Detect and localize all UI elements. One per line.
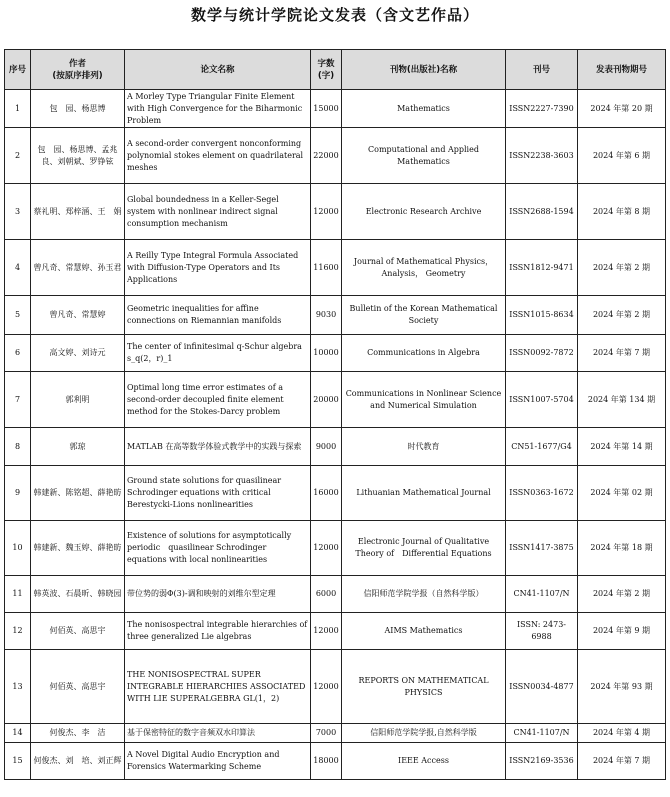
row-words: 10000: [311, 335, 342, 372]
row-words: 7000: [311, 724, 342, 743]
row-journal: 信阳师范学院学报,自然科学版: [342, 724, 506, 743]
header-journal: 刊物(出版社)名称: [342, 50, 506, 90]
row-journal: Electronic Research Archive: [342, 184, 506, 240]
row-issn: ISSN0092-7872: [506, 335, 578, 372]
row-issue: 2024 年第 9 期: [578, 613, 666, 650]
row-index: 4: [5, 240, 31, 296]
row-authors: 包 园、杨思博、孟兆良、刘朝斌、罗铮铉: [31, 128, 125, 184]
row-title: Existence of solutions for asymptotically periodic quasilinear Schrodinger equations with local nonlinearities: [125, 521, 311, 576]
row-issue: 2024 年第 7 期: [578, 335, 666, 372]
row-issue: 2024 年第 6 期: [578, 128, 666, 184]
row-issn: ISSN0363-1672: [506, 466, 578, 521]
row-authors: 曾凡奇、常慧婷: [31, 296, 125, 335]
header-issue: 发表刊物期号: [578, 50, 666, 90]
row-authors: 曾凡奇、常慧婷、孙玉君: [31, 240, 125, 296]
row-issue: 2024 年第 2 期: [578, 296, 666, 335]
row-words: 22000: [311, 128, 342, 184]
table-row: [5, 724, 666, 743]
row-words: 18000: [311, 743, 342, 780]
row-issue: 2024 年第 2 期: [578, 576, 666, 613]
row-issn: CN41-1107/N: [506, 576, 578, 613]
row-issn: ISSN2688-1594: [506, 184, 578, 240]
row-index: 14: [5, 724, 31, 743]
row-journal: Bulletin of the Korean Mathematical Society: [342, 296, 506, 335]
row-title: 基于保密特征的数字音频双水印算法: [125, 724, 311, 743]
row-title: Ground state solutions for quasilinear Schrodinger equations with critical Berestycki-Lions nonlinearities: [125, 466, 311, 521]
row-index: 3: [5, 184, 31, 240]
row-authors: 何俊杰、刘 培、刘正辉: [31, 743, 125, 780]
row-index: 12: [5, 613, 31, 650]
row-index: 2: [5, 128, 31, 184]
row-issn: ISSN: 2473-6988: [506, 613, 578, 650]
row-title: Geometric inequalities for affine connections on Riemannian manifolds: [125, 296, 311, 335]
row-journal: Computational and Applied Mathematics: [342, 128, 506, 184]
row-title: A Novel Digital Audio Encryption and Forensics Watermarking Scheme: [125, 743, 311, 780]
row-index: 10: [5, 521, 31, 576]
row-issue: 2024 年第 02 期: [578, 466, 666, 521]
header-authors: [31, 50, 125, 90]
row-words: 12000: [311, 521, 342, 576]
table-row: [5, 296, 666, 335]
row-authors: 郭琼: [31, 428, 125, 466]
row-issue: 2024 年第 14 期: [578, 428, 666, 466]
row-index: 5: [5, 296, 31, 335]
row-words: 6000: [311, 576, 342, 613]
row-authors: 韩建新、陈铭超、薛艳昉: [31, 466, 125, 521]
table-row: [5, 372, 666, 428]
table-row: [5, 128, 666, 184]
row-issn: ISSN1417-3875: [506, 521, 578, 576]
row-journal: Electronic Journal of Qualitative Theory of Differential Equations: [342, 521, 506, 576]
table-row: [5, 240, 666, 296]
row-words: 11600: [311, 240, 342, 296]
row-index: 6: [5, 335, 31, 372]
row-issn: ISSN1015-8634: [506, 296, 578, 335]
row-title: THE NONISOSPECTRAL SUPER INTEGRABLE HIERARCHIES ASSOCIATED WITH LIE SUPERALGEBRA GL(1，2): [125, 650, 311, 724]
row-issue: 2024 年第 18 期: [578, 521, 666, 576]
table-row: [5, 650, 666, 724]
page-title: 数学与统计学院论文发表（含文艺作品）: [190, 6, 479, 24]
row-words: 12000: [311, 184, 342, 240]
row-authors: 郭利明: [31, 372, 125, 428]
table-row: [5, 428, 666, 466]
row-authors: 蔡礼明、郑梓涵、王 娟: [31, 184, 125, 240]
table-header-row: [5, 50, 666, 90]
row-issue: 2024 年第 4 期: [578, 724, 666, 743]
row-index: 11: [5, 576, 31, 613]
row-index: 7: [5, 372, 31, 428]
row-words: 20000: [311, 372, 342, 428]
row-title: A Morley Type Triangular Finite Element with High Convergence for the Biharmonic Problem: [125, 90, 311, 128]
row-authors: 韩英波、石晨昕、韩晓园: [31, 576, 125, 613]
row-journal: Mathematics: [342, 90, 506, 128]
header-authors-text: 作者 (按原序排列): [52, 58, 103, 81]
row-words: 12000: [311, 650, 342, 724]
row-index: 13: [5, 650, 31, 724]
table-row: [5, 335, 666, 372]
row-title: The nonisospectral integrable hierarchies of three generalized Lie algebras: [125, 613, 311, 650]
table-row: [5, 90, 666, 128]
row-words: 15000: [311, 90, 342, 128]
row-issue: 2024 年第 8 期: [578, 184, 666, 240]
row-journal: 时代教育: [342, 428, 506, 466]
row-issn: ISSN2227-7390: [506, 90, 578, 128]
row-journal: REPORTS ON MATHEMATICAL PHYSICS: [342, 650, 506, 724]
row-journal: Lithuanian Mathematical Journal: [342, 466, 506, 521]
table-row: [5, 184, 666, 240]
header-index: 序号: [5, 50, 31, 90]
row-journal: Communications in Algebra: [342, 335, 506, 372]
row-issn: CN51-1677/G4: [506, 428, 578, 466]
row-issn: ISSN1007-5704: [506, 372, 578, 428]
row-words: 12000: [311, 613, 342, 650]
table-row: [5, 521, 666, 576]
row-title: Global boundedness in a Keller-Segel system with nonlinear indirect signal consumption mechanism: [125, 184, 311, 240]
row-words: 16000: [311, 466, 342, 521]
row-issue: 2024 年第 2 期: [578, 240, 666, 296]
row-authors: 包 园、杨思博: [31, 90, 125, 128]
row-index: 1: [5, 90, 31, 128]
row-issue: 2024 年第 7 期: [578, 743, 666, 780]
row-title: A Reilly Type Integral Formula Associated with Diffusion-Type Operators and Its Applications: [125, 240, 311, 296]
row-authors: 何佰英、高思宇: [31, 613, 125, 650]
row-journal: Journal of Mathematical Physics，Analysis， Geometry: [342, 240, 506, 296]
table-row: [5, 613, 666, 650]
row-title: The center of infinitesimal q-Schur algebra s_q(2，r)_1: [125, 335, 311, 372]
row-index: 8: [5, 428, 31, 466]
row-words: 9000: [311, 428, 342, 466]
row-issn: ISSN1812-9471: [506, 240, 578, 296]
row-authors: 何俊杰、李 洁: [31, 724, 125, 743]
row-index: 15: [5, 743, 31, 780]
row-issn: ISSN2169-3536: [506, 743, 578, 780]
row-authors: 韩建新、魏玉婷、薛艳昉: [31, 521, 125, 576]
row-journal: Communications in Nonlinear Science and Numerical Simulation: [342, 372, 506, 428]
row-issue: 2024 年第 20 期: [578, 90, 666, 128]
row-authors: 何佰英、高思宇: [31, 650, 125, 724]
row-journal: AIMS Mathematics: [342, 613, 506, 650]
row-issn: ISSN0034-4877: [506, 650, 578, 724]
row-issn: ISSN2238-3603: [506, 128, 578, 184]
table-row: [5, 466, 666, 521]
row-title: 带位势的弱Φ(3)-调和映射的刘维尔型定理: [125, 576, 311, 613]
row-title: Optimal long time error estimates of a second-order decoupled finite element method for the Stokes-Darcy problem: [125, 372, 311, 428]
header-title: 论文名称: [125, 50, 311, 90]
papers-table: [4, 49, 666, 780]
row-title: MATLAB 在高等数学体验式教学中的实践与探索: [125, 428, 311, 466]
row-issn: CN41-1107/N: [506, 724, 578, 743]
row-words: 9030: [311, 296, 342, 335]
row-journal: IEEE Access: [342, 743, 506, 780]
row-index: 9: [5, 466, 31, 521]
row-authors: 高文婷、刘诗元: [31, 335, 125, 372]
header-words-text: 字数 (字): [317, 58, 335, 81]
row-issue: 2024 年第 134 期: [578, 372, 666, 428]
row-journal: 信阳师范学院学报（自然科学版）: [342, 576, 506, 613]
header-words: [311, 50, 342, 90]
table-row: [5, 576, 666, 613]
row-title: A second-order convergent nonconforming polynomial stokes element on quadrilateral meshes: [125, 128, 311, 184]
table-row: [5, 743, 666, 780]
header-issn: 刊号: [506, 50, 578, 90]
row-issue: 2024 年第 93 期: [578, 650, 666, 724]
